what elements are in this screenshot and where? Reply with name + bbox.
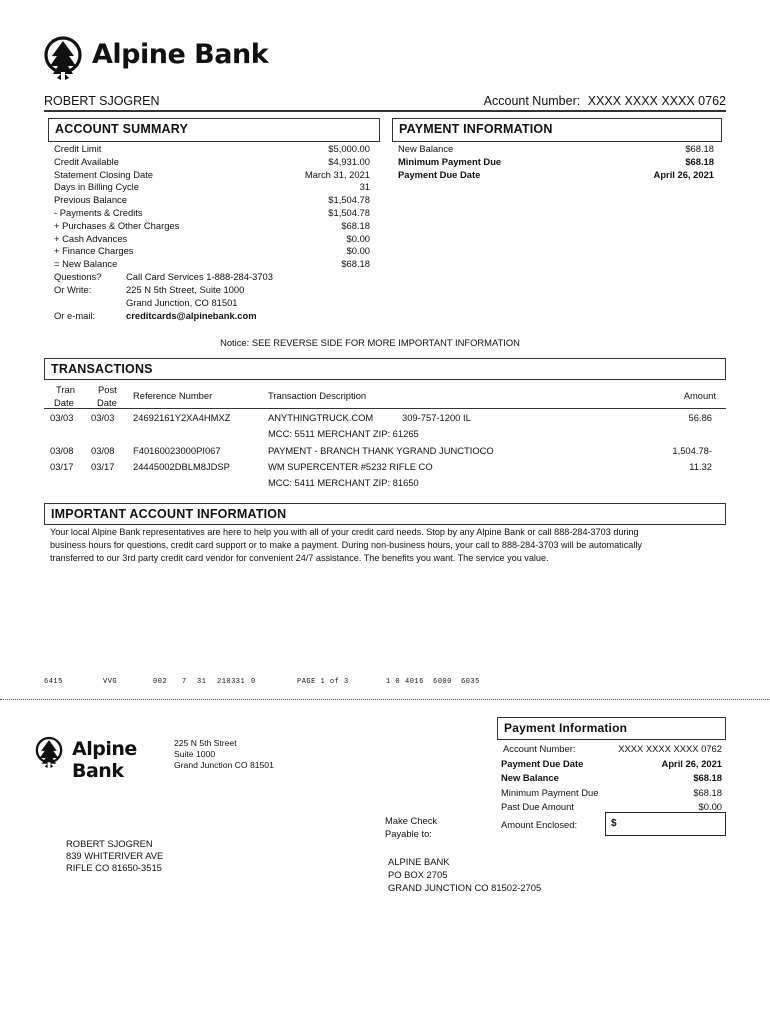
payee-2: PO BOX 2705 (388, 869, 448, 880)
remit-bank-address-1: 225 N 5th Street (174, 738, 237, 748)
amount-enclosed-prefix: $ (611, 818, 617, 829)
remit-payment-label: Payment Due Date (501, 757, 584, 769)
footer-code-6: 210331 (217, 678, 246, 686)
notice-text: Notice: SEE REVERSE SIDE FOR MORE IMPORTANT INFORMATION (220, 337, 520, 348)
summary-value: $0.00 (346, 232, 370, 244)
post-date: 03/08 (91, 445, 115, 456)
remit-payment-value: $68.18 (693, 772, 722, 784)
make-check-label-1: Make Check (385, 815, 438, 826)
remit-bank-name: Alpine Bank (72, 738, 137, 782)
transaction-extra: 309-757-1200 IL (402, 412, 471, 423)
summary-value: March 31, 2021 (304, 168, 370, 180)
payee-1: ALPINE BANK (388, 856, 450, 867)
col-reference: Reference Number (133, 390, 213, 401)
footer-code-12: 6035 (461, 678, 480, 686)
summary-value: 31 (359, 181, 370, 193)
summary-label: Days in Billing Cycle (54, 181, 139, 193)
remit-bank-address-2: Suite 1000 (174, 749, 216, 759)
footer-code-5: 31 (197, 678, 207, 686)
remit-customer-1: ROBERT SJOGREN (66, 838, 153, 849)
summary-label: - Payments & Credits (54, 207, 143, 218)
summary-label: + Cash Advances (54, 232, 128, 244)
summary-label: + Purchases & Other Charges (54, 219, 180, 231)
summary-value: $68.18 (341, 258, 370, 270)
make-check-label-2: Payable to: (385, 828, 432, 839)
email-link[interactable]: creditcards@alpinebank.com (126, 310, 257, 321)
summary-value: $5,000.00 (328, 143, 370, 154)
transaction-description: WM SUPERCENTER #5232 RIFLE CO (268, 461, 433, 472)
payment-info-value: April 26, 2021 (653, 168, 714, 180)
summary-value: $0.00 (346, 245, 370, 257)
transaction-amount: 56.86 (688, 412, 712, 423)
perforation-line (0, 699, 770, 700)
important-line-1: Your local Alpine Bank representatives are here to help you with all of your credit card needs. Stop by any Alpine Bank or call 888-284-3703 during (50, 527, 639, 537)
post-date: 03/03 (91, 412, 115, 423)
customer-name: ROBERT SJOGREN (44, 94, 160, 108)
summary-label: Credit Available (54, 155, 119, 167)
account-summary-title: ACCOUNT SUMMARY (55, 122, 189, 136)
pine-tree-icon (42, 36, 84, 82)
account-number: XXXX XXXX XXXX 0762 (587, 94, 726, 108)
tran-date: 03/03 (50, 412, 74, 423)
transaction-amount: 11.32 (689, 461, 712, 472)
summary-label: Credit Limit (54, 143, 102, 154)
pine-tree-icon (34, 736, 64, 770)
remit-payment-box (497, 717, 726, 740)
transaction-description: ANYTHINGTRUCK.COM (268, 412, 374, 423)
footer-code-2: VVG (103, 678, 118, 686)
remit-payment-label: Minimum Payment Due (501, 786, 599, 798)
summary-label: + Finance Charges (54, 245, 134, 257)
payment-info-title: PAYMENT INFORMATION (399, 122, 553, 136)
questions-value: Call Card Services 1-888-284-3703 (126, 271, 273, 282)
summary-label: = New Balance (54, 258, 118, 270)
important-line-2: business hours for questions, credit card support or to make a payment. During non-business hours, your call to 888-284-3703 will be automatically (50, 540, 642, 550)
remit-payment-title: Payment Information (504, 721, 628, 735)
account-number-label: Account Number: (483, 94, 581, 108)
header-divider (44, 110, 726, 112)
amount-enclosed-field[interactable] (605, 812, 726, 836)
payment-info-label: Payment Due Date (398, 168, 481, 180)
footer-code-3: 002 (153, 678, 168, 686)
tran-date: 03/08 (50, 445, 74, 456)
transactions-box (44, 358, 726, 380)
transaction-amount: 1,504.78- (672, 445, 712, 456)
footer-code-7: 0 (251, 678, 256, 686)
payment-info-label: Minimum Payment Due (398, 155, 502, 167)
remit-customer-3: RIFLE CO 81650-3515 (66, 862, 162, 873)
email-label: Or e-mail: (54, 310, 96, 321)
remit-bank-address-3: Grand Junction CO 81501 (174, 760, 274, 770)
remit-payment-label: Account Number: (503, 743, 576, 754)
transactions-header-divider (44, 408, 726, 409)
transaction-description: MCC: 5511 MERCHANT ZIP: 61265 (268, 428, 419, 439)
account-number-line (484, 94, 726, 107)
footer-code-10: 4016 (405, 678, 424, 686)
write-address-2: Grand Junction, CO 81501 (126, 297, 238, 308)
questions-label: Questions? (54, 271, 102, 282)
payment-info-value: $68.18 (685, 155, 714, 167)
payment-info-value: $68.18 (685, 143, 714, 154)
remit-payment-label: Past Due Amount (501, 801, 574, 813)
remit-payment-label: New Balance (501, 772, 559, 784)
remit-bank-logo (34, 736, 174, 782)
bank-name: Alpine Bank (92, 39, 269, 70)
bank-logo (42, 36, 272, 82)
footer-code-1: 6415 (44, 678, 63, 686)
remit-payment-value: XXXX XXXX XXXX 0762 (618, 743, 722, 754)
tran-date: 03/17 (50, 461, 74, 472)
footer-page: PAGE 1 of 3 (297, 678, 349, 686)
reference-number: 24692161Y2XA4HMXZ (133, 412, 231, 423)
col-tran-date-2: Date (54, 397, 74, 408)
summary-value: $1,504.78 (328, 194, 370, 206)
remit-payment-value: April 26, 2021 (661, 757, 722, 769)
transactions-title: TRANSACTIONS (51, 362, 153, 376)
write-label: Or Write: (54, 284, 92, 295)
amount-enclosed-label: Amount Enclosed: (501, 819, 578, 830)
reference-number: 24445002DBLM8JDSP (133, 461, 230, 472)
footer-code-4: 7 (182, 678, 187, 686)
footer-code-9: 1 0 (386, 678, 401, 686)
col-post-date-2: Date (97, 397, 117, 408)
important-line-3: transferred to our 3rd party credit card vendor for convenient 24/7 assistance. The benefits you want. The service you value. (50, 553, 549, 563)
remit-payment-value: $0.00 (698, 801, 722, 813)
summary-value: $68.18 (341, 219, 370, 231)
payee-3: GRAND JUNCTION CO 81502-2705 (388, 882, 542, 893)
col-post-date-1: Post (98, 384, 117, 395)
summary-label: Statement Closing Date (54, 168, 154, 180)
reference-number: F40160023000PI067 (133, 445, 221, 456)
important-info-box (44, 503, 726, 525)
important-info-title: IMPORTANT ACCOUNT INFORMATION (51, 507, 287, 521)
payment-info-box (392, 118, 722, 142)
transaction-description: MCC: 5411 MERCHANT ZIP: 81650 (268, 477, 419, 488)
remit-payment-value: $68.18 (693, 786, 722, 798)
summary-label: Previous Balance (54, 194, 127, 206)
summary-value: $1,504.78 (328, 207, 370, 218)
transaction-description: PAYMENT - BRANCH THANK YGRAND JUNCTIOCO (268, 445, 494, 456)
summary-value: $4,931.00 (328, 155, 370, 167)
write-address-1: 225 N 5th Street, Suite 1000 (126, 284, 245, 295)
col-description: Transaction Description (268, 390, 367, 401)
remit-customer-2: 839 WHITERIVER AVE (66, 850, 164, 861)
post-date: 03/17 (91, 461, 115, 472)
payment-info-label: New Balance (398, 143, 454, 154)
col-tran-date-1: Tran (56, 384, 75, 395)
footer-code-11: 6000 (433, 678, 452, 686)
col-amount: Amount (683, 390, 716, 401)
account-summary-box (48, 118, 380, 142)
